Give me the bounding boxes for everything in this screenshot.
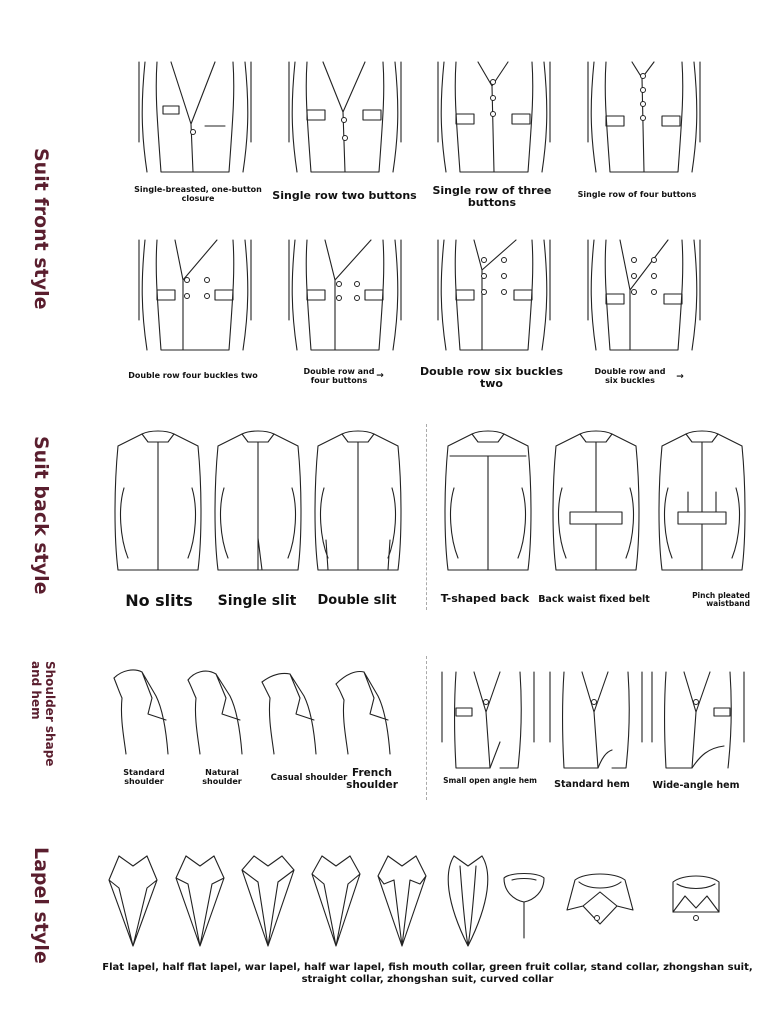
shoulder-caption-2: Natural shoulder (202, 768, 242, 786)
hem-caption-2: Standard hem (554, 779, 630, 790)
front-caption-1: Single-breasted, one-button closure (134, 185, 262, 203)
hem-small-open-figure (438, 672, 538, 772)
lapel-half-flat-figure (172, 852, 228, 948)
front-double-six-two-figure (434, 240, 554, 355)
hem-caption-3: Wide-angle hem (652, 780, 740, 791)
hem-standard-figure (546, 672, 646, 772)
lapel-flat-figure (105, 852, 161, 948)
lapel-half-war-figure (308, 852, 364, 948)
shoulder-caption-3: Casual shoulder (270, 773, 348, 783)
collar-zhongshan-figure (565, 870, 635, 928)
front-single-three-buttons-figure (434, 62, 554, 177)
back-no-slits-figure (112, 428, 204, 578)
back-waist-belt-figure (550, 428, 642, 578)
hem-wide-angle-figure (648, 672, 748, 772)
shoulder-section-divider (426, 656, 427, 800)
front-caption-4: Single row of four buttons (577, 190, 697, 199)
lapel-caption: Flat lapel, half flat lapel, war lapel, half war lapel, fish mouth collar, green fruit collar, stand collar, zhongshan suit, straight collar, zhongshan suit, curved collar (102, 962, 753, 985)
back-caption-2: Single slit (217, 593, 297, 609)
front-caption-6: Double row and four buttons (303, 367, 375, 385)
front-single-two-buttons-figure (285, 62, 405, 177)
back-caption-4: T-shaped back (440, 592, 530, 605)
back-t-shaped-figure (442, 428, 534, 578)
shoulder-caption-4: French shoulder (346, 767, 398, 791)
shoulder-natural-figure (186, 668, 254, 758)
collar-curved-figure (665, 872, 727, 928)
front-single-four-buttons-figure (584, 62, 704, 177)
shoulder-casual-figure (260, 668, 328, 758)
back-pinch-pleated-figure (656, 428, 748, 578)
back-double-slit-figure (312, 428, 404, 578)
back-single-slit-figure (212, 428, 304, 578)
hem-caption-1: Small open angle hem (443, 776, 537, 785)
back-caption-1: No slits (125, 591, 193, 610)
lapel-green-fruit-figure (440, 852, 496, 948)
front-double-four-buttons-figure (285, 240, 405, 355)
back-caption-6: Pinch pleated waistband (692, 591, 750, 609)
back-section-divider (426, 424, 427, 610)
front-caption-5: Double row four buckles two (128, 371, 258, 380)
front-caption-2: Single row two buttons (272, 189, 417, 202)
lapel-fish-mouth-figure (374, 852, 430, 948)
lapel-section-label: Lapel style (30, 847, 52, 964)
back-caption-3: Double slit (317, 593, 397, 608)
front-section-label: Suit front style (30, 148, 52, 310)
front-caption-7: Double row six buckles two (420, 365, 563, 391)
front-caption-8: Double row and six buckles (594, 367, 666, 385)
shoulder-standard-figure (112, 668, 180, 758)
collar-stand-figure (500, 870, 548, 940)
front-double-six-buckles-figure (584, 240, 704, 355)
front-single-one-button-figure (135, 62, 255, 177)
lapel-war-figure (240, 852, 296, 948)
front-arrow-1: → (376, 371, 384, 381)
front-double-four-two-figure (135, 240, 255, 355)
back-section-label: Suit back style (30, 436, 52, 595)
shoulder-caption-1: Standard shoulder (123, 768, 165, 786)
front-arrow-2: → (676, 372, 684, 382)
shoulder-french-figure (334, 668, 402, 758)
back-caption-5: Back waist fixed belt (538, 594, 650, 605)
shoulder-section-label: Shoulder shape and hem (29, 661, 57, 767)
front-caption-3: Single row of three buttons (432, 184, 552, 210)
